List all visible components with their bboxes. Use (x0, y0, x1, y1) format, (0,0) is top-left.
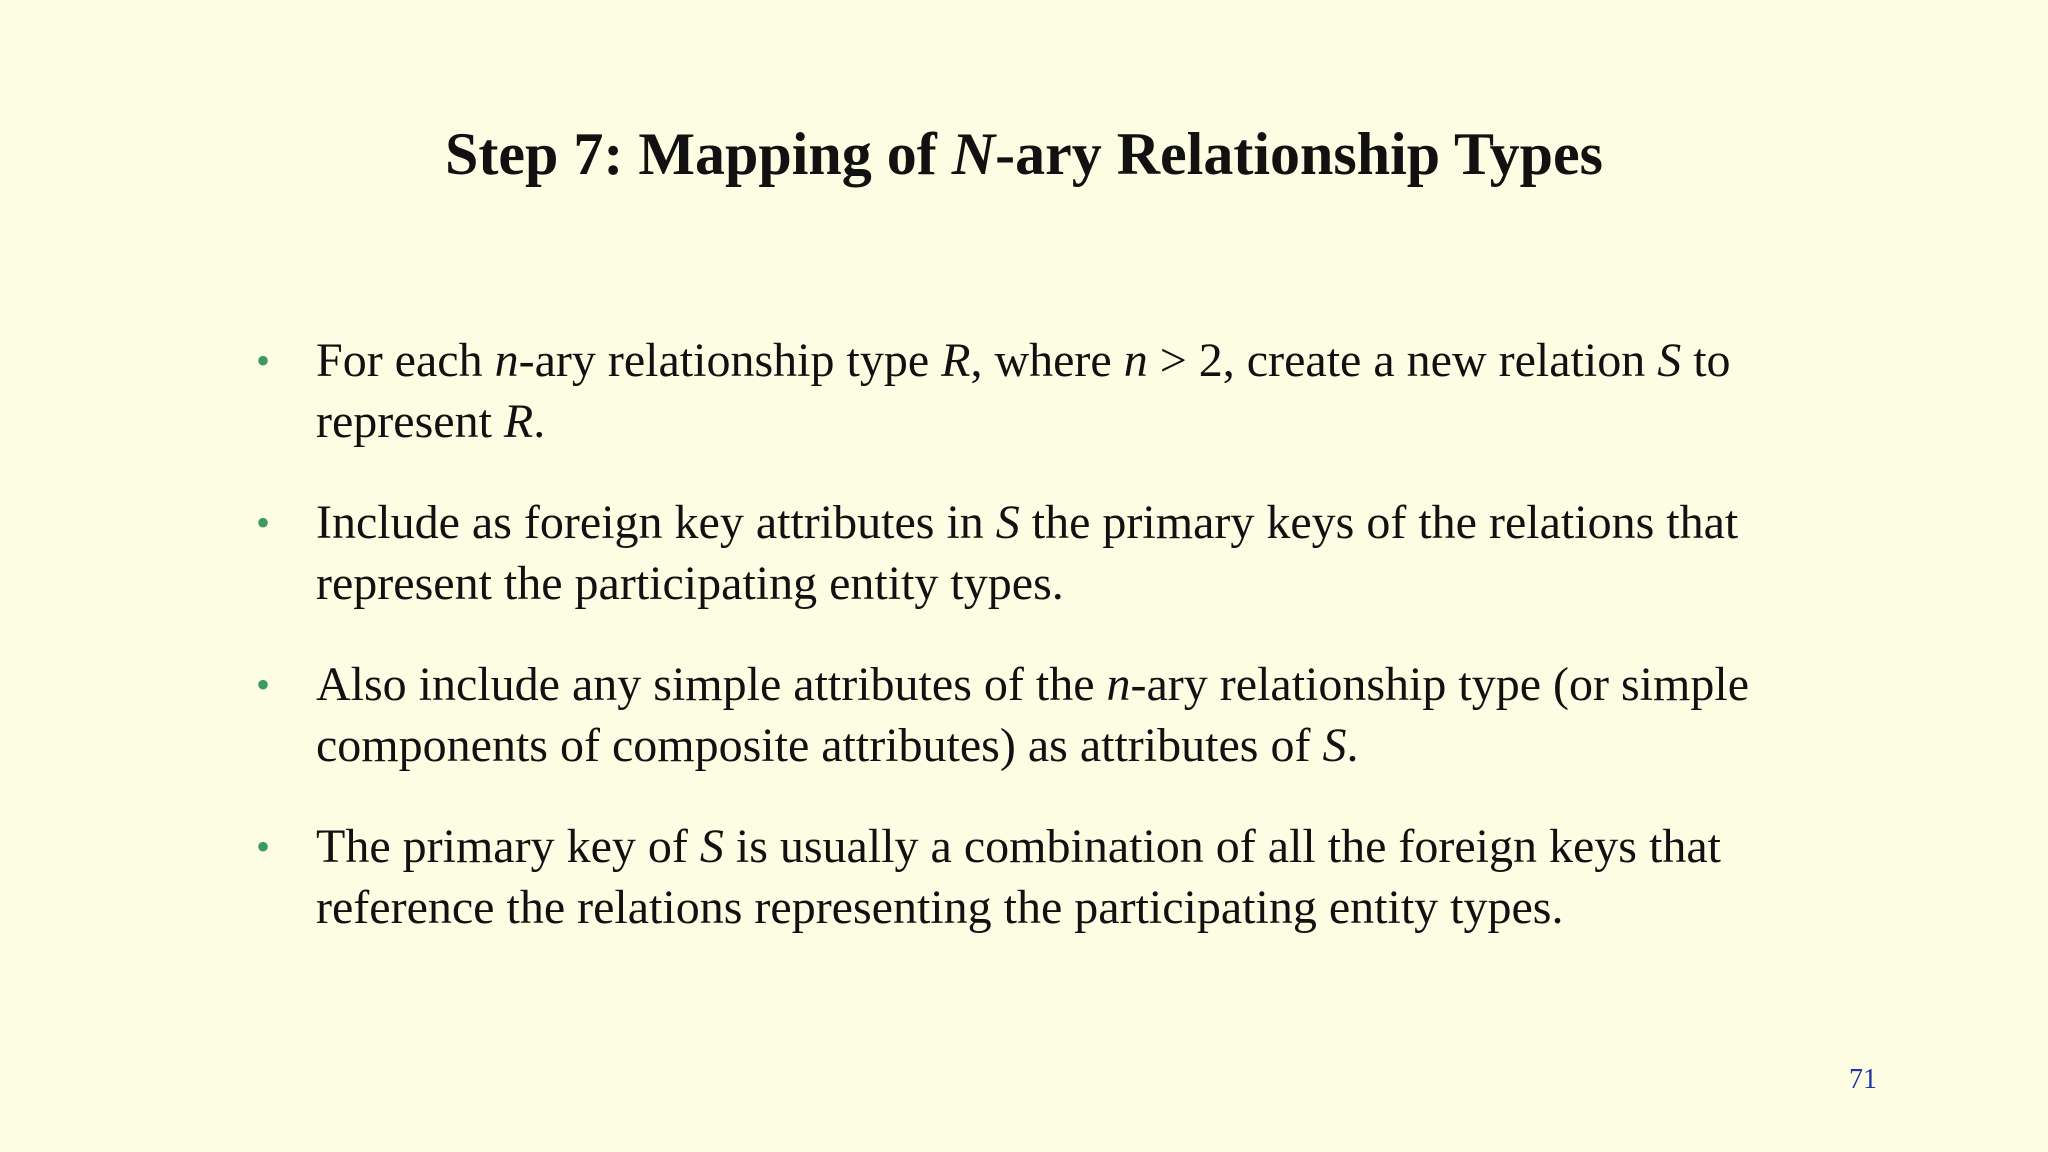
bullet-text-italic: n (494, 334, 519, 387)
bullet-text-italic: S (995, 496, 1020, 549)
slide-title (0, 118, 2048, 190)
bullet-text-segment: -ary relationship type (518, 334, 942, 387)
bullet-text-segment: -ary relationship type (or simple components of composite attributes) as attributes of (316, 658, 1749, 772)
page-number: 71 (1849, 1064, 1877, 1095)
title-text-end: -ary Relationship Types (995, 121, 1603, 187)
bullet-text-italic: R (503, 395, 534, 448)
bullet-dot-icon: • (256, 662, 271, 707)
bullet-text-segment: For each (316, 334, 495, 387)
bullet-item (250, 654, 1870, 776)
bullet-text-segment: . (1346, 719, 1359, 772)
bullet-text-italic: n (1123, 334, 1148, 387)
bullet-dot-icon: • (256, 500, 271, 545)
bullet-dot-icon: • (256, 338, 271, 383)
bullet-item (250, 330, 1870, 452)
bullet-item (250, 816, 1870, 938)
bullet-item (250, 492, 1870, 614)
title-italic-n: N (951, 121, 996, 187)
bullet-text-segment: , where (970, 334, 1124, 387)
title-text-start: Step 7: Mapping of (445, 121, 952, 187)
bullet-text-italic: R (941, 334, 971, 387)
bullet-text-italic: n (1106, 658, 1131, 711)
bullet-text-segment: to represent (316, 334, 1731, 448)
bullet-text-segment: The primary key of (316, 820, 700, 873)
bullet-list (250, 330, 1870, 978)
bullet-text-segment: is usually a combination of all the foreign keys that reference the relations representing the participating entity types. (316, 820, 1721, 934)
bullet-text-segment: > 2, create a new relation (1147, 334, 1658, 387)
bullet-text-segment: the primary keys of the relations that represent the participating entity types. (316, 496, 1739, 610)
bullet-text-segment: Include as foreign key attributes in (316, 496, 996, 549)
bullet-text-italic: S (1322, 719, 1347, 772)
bullet-text-italic: S (699, 820, 724, 873)
bullet-dot-icon: • (256, 824, 271, 869)
bullet-text-italic: S (1657, 334, 1682, 387)
bullet-text-segment: Also include any simple attributes of the (316, 658, 1107, 711)
bullet-text-segment: . (533, 395, 546, 448)
